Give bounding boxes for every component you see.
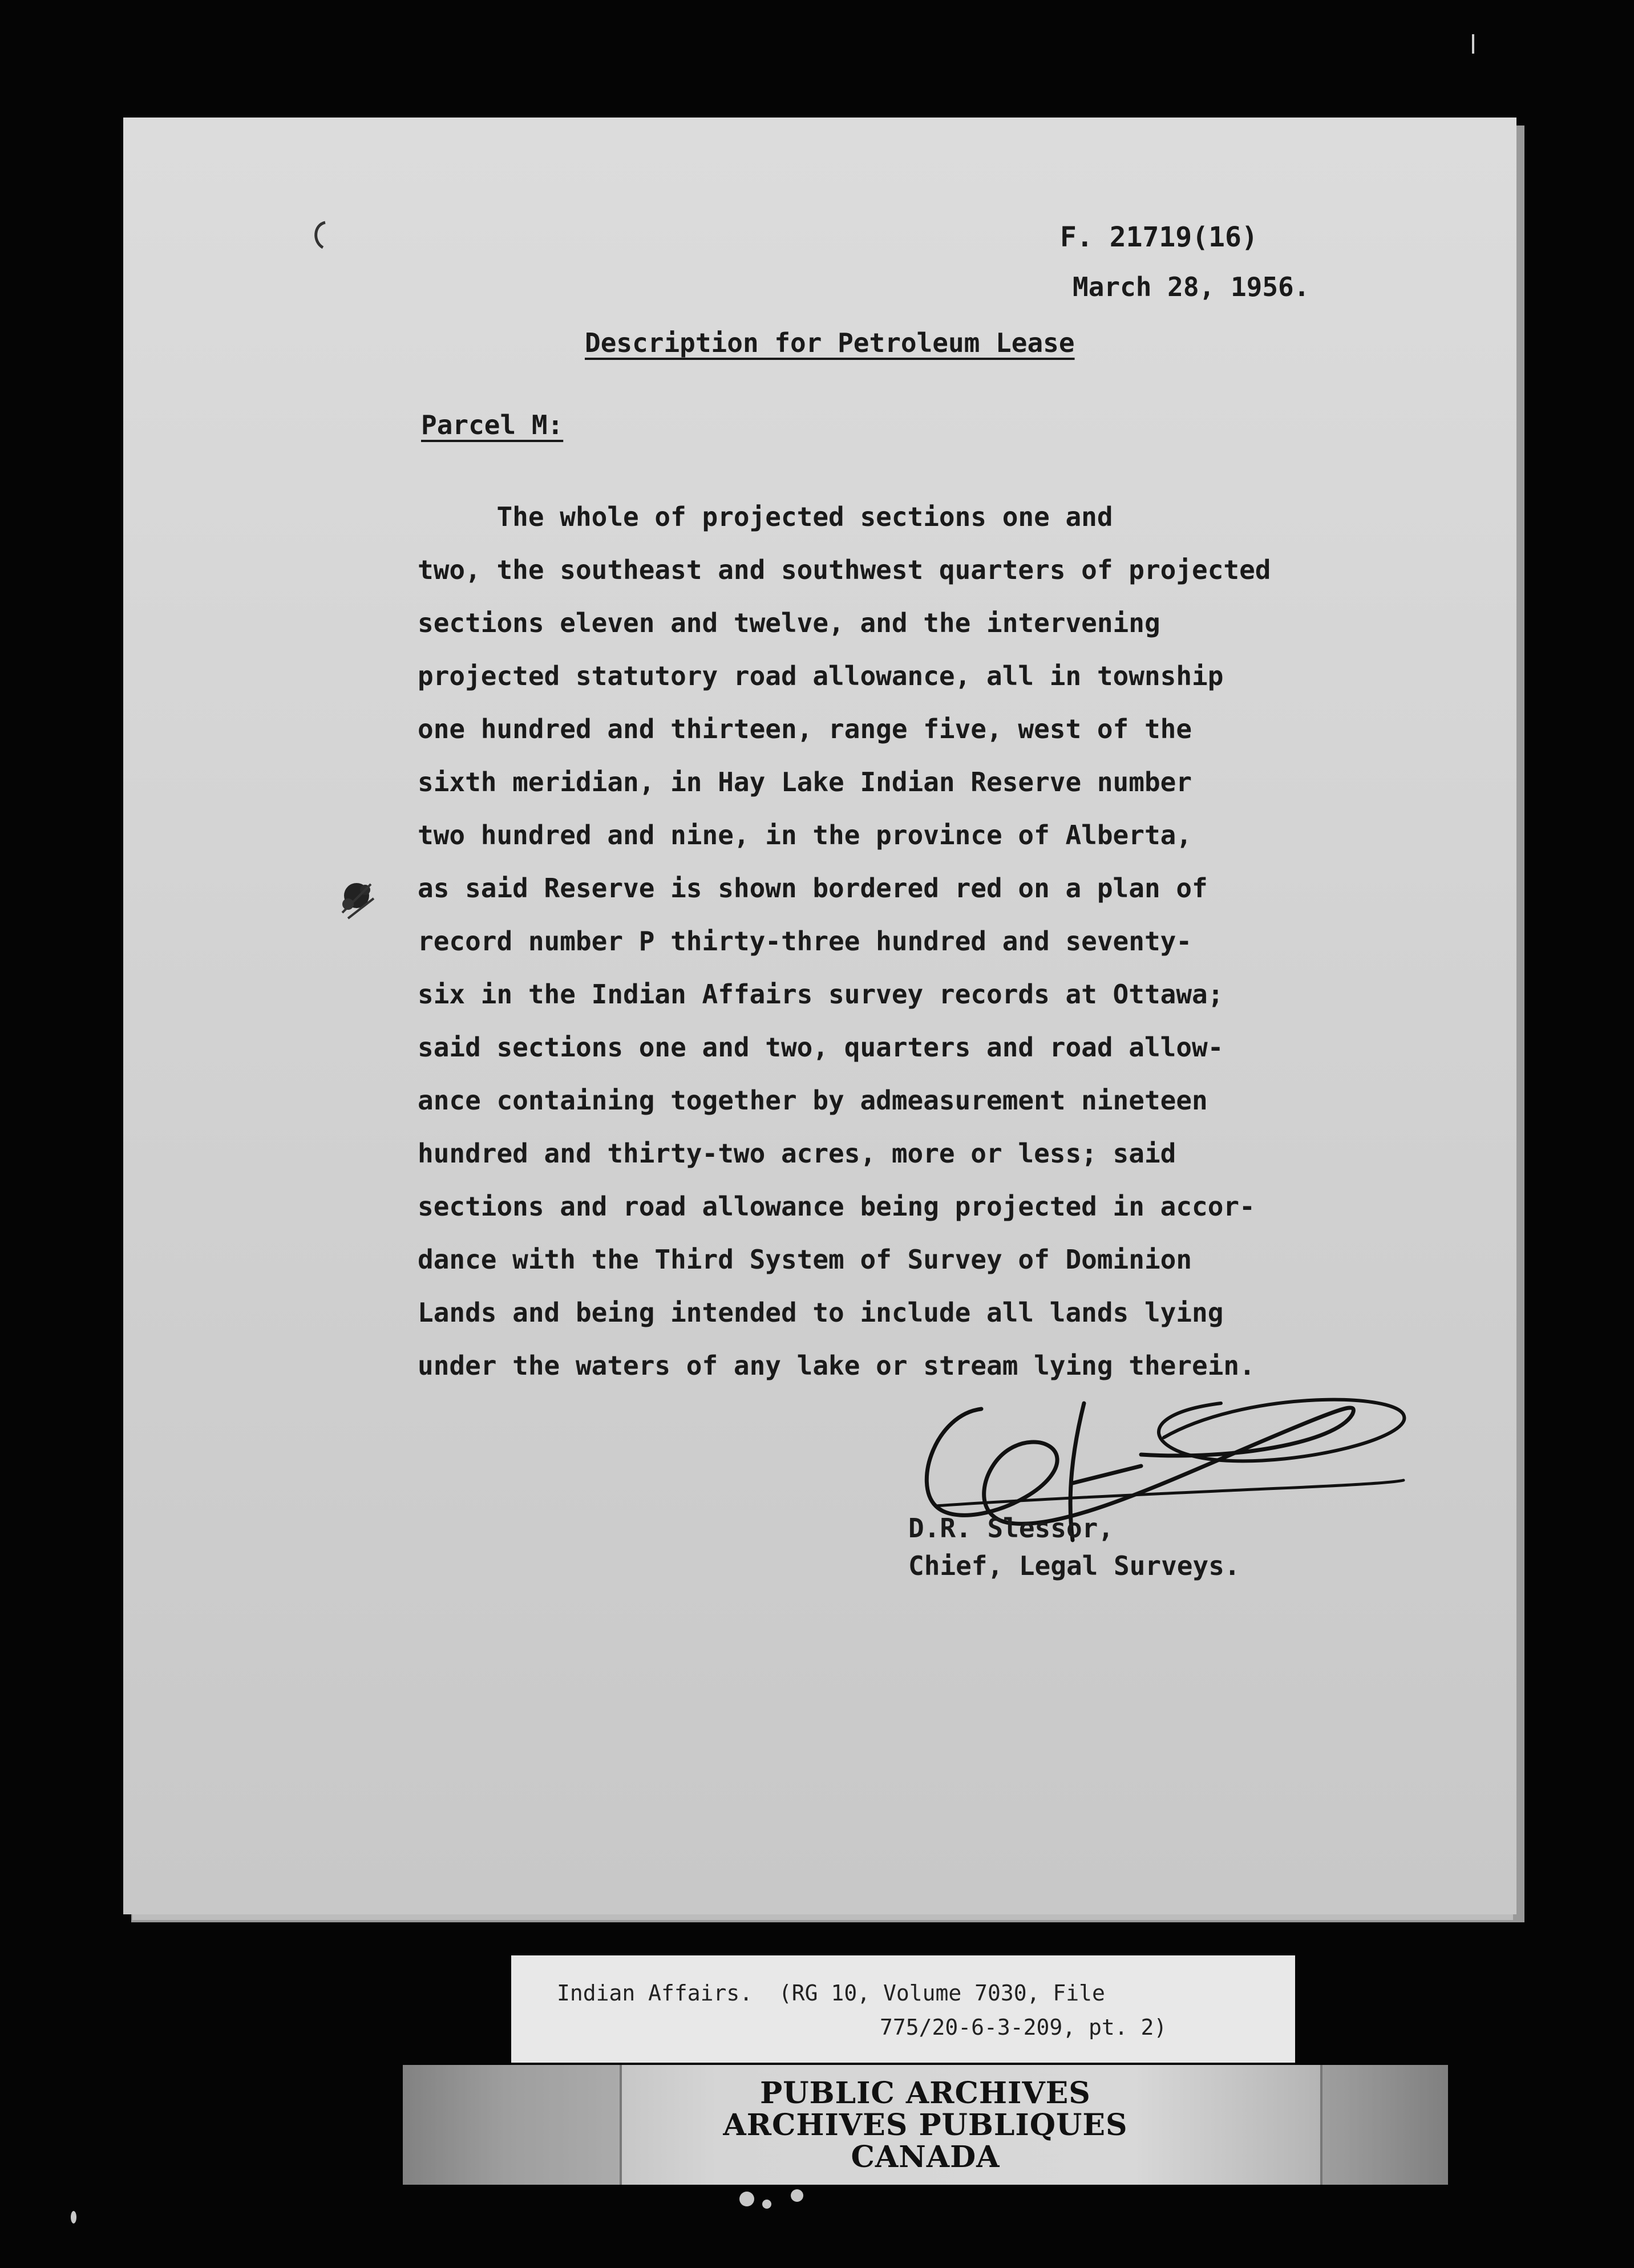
archive-reference-line: Indian Affairs. (RG 10, Volume 7030, File [557, 1981, 1105, 2006]
stamp-line: PUBLIC ARCHIVES [760, 2076, 1091, 2111]
body-line: The whole of projected sections one and [418, 501, 1113, 532]
parcel-heading: Parcel M: [421, 410, 564, 440]
stamp-line: ARCHIVES PUBLIQUES [723, 2108, 1128, 2143]
body-line: hundred and thirty-two acres, more or less; said [418, 1138, 1176, 1169]
body-line: two, the southeast and southwest quarters of projected [418, 554, 1271, 585]
film-speck [71, 2211, 76, 2224]
punch-mark-icon [308, 219, 333, 253]
document-title: Description for Petroleum Lease [585, 327, 1075, 358]
signatory-name: D.R. Slessor, [908, 1513, 1114, 1544]
file-number: F. 21719(16) [1060, 221, 1258, 253]
body-line: six in the Indian Affairs survey records at Ottawa; [418, 979, 1224, 1010]
archive-reference-line: 775/20-6-3-209, pt. 2) [880, 2015, 1167, 2040]
stamp-line: CANADA [851, 2140, 1000, 2174]
archive-stamp [403, 2065, 1448, 2185]
body-line: ance containing together by admeasurement nineteen [418, 1085, 1208, 1116]
body-line: as said Reserve is shown bordered red on a plan of [418, 873, 1208, 904]
body-line: Lands and being intended to include all lands lying [418, 1297, 1224, 1328]
page-edge [132, 1914, 1513, 1920]
body-line: one hundred and thirteen, range five, west of the [418, 714, 1192, 744]
body-line: said sections one and two, quarters and road allow- [418, 1032, 1224, 1063]
body-line: dance with the Third System of Survey of Dominion [418, 1244, 1192, 1275]
signatory-title: Chief, Legal Surveys. [908, 1550, 1240, 1581]
document-date: March 28, 1956. [1073, 272, 1310, 302]
body-line: sixth meridian, in Hay Lake Indian Reserve number [418, 767, 1192, 797]
body-line: projected statutory road allowance, all in township [418, 661, 1224, 691]
body-line: sections and road allowance being projected in accor- [418, 1191, 1255, 1222]
archive-reference-label [511, 1955, 1295, 2063]
film-speck [739, 2192, 754, 2206]
body-line: under the waters of any lake or stream lying therein. [418, 1350, 1255, 1381]
film-scratch [1472, 34, 1474, 54]
film-speck [791, 2189, 803, 2202]
film-speck [762, 2200, 771, 2209]
document-body [418, 491, 1302, 1392]
body-line: record number P thirty-three hundred and seventy- [418, 926, 1192, 957]
body-line: sections eleven and twelve, and the intervening [418, 608, 1160, 638]
ink-smudge-icon [331, 873, 382, 924]
body-line: two hundred and nine, in the province of Alberta, [418, 820, 1192, 850]
